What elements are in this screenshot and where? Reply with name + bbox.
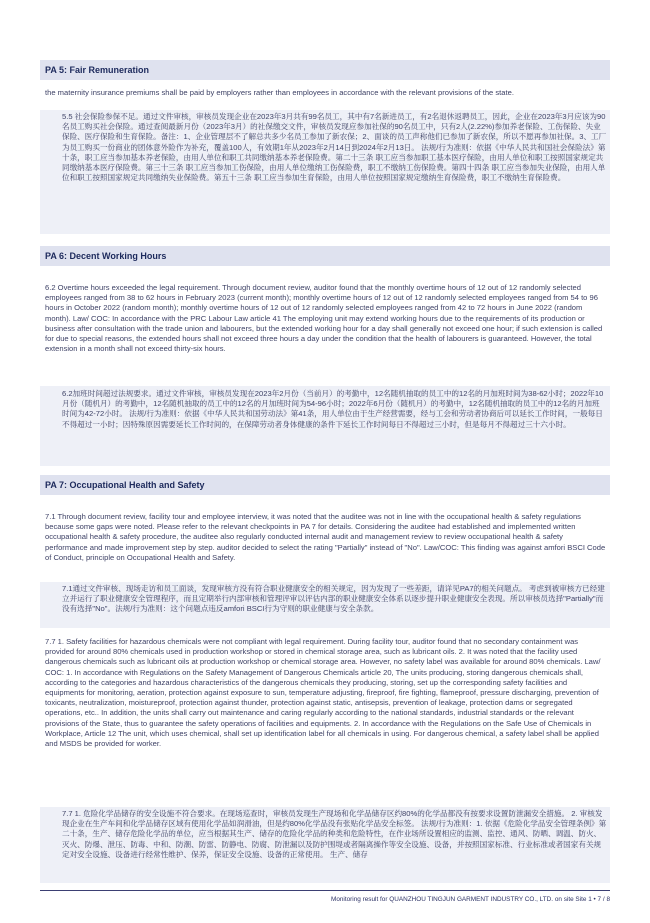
pa6-english-text: 6.2 Overtime hours exceeded the legal requirement. Through document review, auditor found that the monthly overtime hours of 12 out of 12 randomly selected employees ranged from 38 to 62 hours in February 2023 (current month); monthly overtime hours of 12 out of 12 randomly selected employees ranged from 54 to 96 hours in October 2022 (random month); monthly overtime hours of 12 out of 12 randomly selected employees ranged from 42 to 72 hours in June 2022 (random month). Law/ COC: In accordance with the PRC Labour Law article 41 The employing unit may extend working hours due to the requirements of its production or business after consultation with the trade union and labourers, but the extended working hour for a day shall generally not exceed one hour; if such extension is called for due to special reasons, the extended hours shall not exceed three hours a day under the condition that the health of labourers is guaranteed. However, the total extension in a month shall not exceed thirty-six hours. [45,283,603,354]
pa7-english-text-2: 7.7 1. Safety facilities for hazardous chemicals were not compliant with legal requirement. During facility tour, auditor found that no secondary containment was provided for around 80% chemicals used in production workshop or stored in chemical storage area, such as lubricant oils. 2. It was noted that the facility used dangerous chemicals such as lubricant oils at production workshop or chemical storage area. However, no safety label was available for around 80% chemicals. Law/ COC: 1. In accordance with Regulations on the Safety Management of Dangerous Chemicals article 20, The units producing, storing dangerous chemicals shall, according to the categories and hazardous characteristics of the dangerous chemicals they producing, storing, set up the corresponding safety facilities and equipments for monitoring, aeration, protection against exposure to sun, temperature adjusting, fireproof, fire fighting, flameproof, pressure discharging, prevention of toxicants, neutralization, moistureproof, protection against thunder, protection against static, antisepsis, prevention of leakage, protection dams or segregated operations, etc.. In addition, the units shall carry out maintenance and caring regularly according to the national standards, industrial standards or the relevant provisions of the State, thus to guarantee the safety operations of facilities and equipments. 2. In accordance with the Regulations on the Safe Use of Chemicals in Workplace, Article 12 The unit, which uses chemical, shall set up identification label for all chemicals in using. For dangerous chemical, a safety label shall be applied and MSDS be provided for worker. [45,637,601,749]
section-header-pa7: PA 7: Occupational Health and Safety [40,475,610,495]
pa7-chinese-text-1: 7.1通过文件审核、现场走访和员工面谈，发现审核方没有符合职业健康安全的相关规定，因为发现了一些差距，请详见PA7的相关问题点。 考虑到被审核方已经建立并运行了职业健康安全管理程序，而且定期举行内部审核和管理评审以评估内部的职业健康安全体系以逐步提升职业健康安全表现。所以审核员选择"Partially"而没有选择"No"。法规/行为准则：这个问题点违反amfori BSCI行为守则的职业健康与安全条款。 [62,584,605,614]
pa7-english-text-1: 7.1 Through document review, facility tour and employee interview, it was noted that the auditee was not in line with the occupational health & safety regulations because some gaps were noted. Please refer to the relevant checkpoints in PA 7 for details. Considering the auditee had established and implemented written occupational health & safety procedure, the auditee also regularly conducted internal audit and management review to review occupational health & safety performance and made improvement step by step. auditor decided to select the rating "Partially" instead of "No". Law/COC: This finding was against amfori BSCI Code of Conduct, principle on Occupational Health and Safety. [45,512,606,562]
page-footer: Monitoring result for QUANZHOU TINGJUN GARMENT INDUSTRY CO., LTD. on site Site 1 • 7 / 8 [331,896,610,903]
pa5-english-tail: the maternity insurance premiums shall be paid by employers rather than employees in accordance with the relevant provisions of the state. [45,88,514,97]
section-header-pa5: PA 5: Fair Remuneration [40,60,610,80]
pa6-chinese-text: 6.2加班时间超过法规要求。通过文件审核，审核员发现在2023年2月份（当前月）的考勤中，12名随机抽取的员工中的12名的月加班时间为38-62小时；2022年10月份（随机月）的考勤中，12名随机抽取的员工中的12名的月加班时间为54-96小时；2022年6月份（随机月）的考勤中，12名随机抽取的员工中的12名的月加班时间为42-72小时。 法规/行为准则：依据《中华人民共和国劳动法》第41条，用人单位由于生产经营需要，经与工会和劳动者协商后可以延长工作时间，一般每日不得超过一小时；因特殊原因需要延长工作时间的，在保障劳动者身体健康的条件下延长工作时间每日不得超过三小时，但是每月不得超过三十六小时。 [62,389,604,429]
pa7-chinese-text-2: 7.7 1. 危险化学品储存的安全设施不符合要求。在现场巡查时，审核员发现生产现场和化学品储存区约80%的化学品都没有按要求设置防泄漏安全措施。 2. 审核发现企业在生产车间和化学品储存区域有使用化学品如润滑油，但是约80%化学品没有张贴化学品安全标签。 法规/行为准则：1. 依据《危险化学品安全管理条例》第二十条，生产、储存危险化学品的单位，应当根据其生产、储存的危险化学品的种类和危险特性，在作业场所设置相应的监测、监控、通风、防晒、调温、防火、灭火、防爆、泄压、防毒、中和、防潮、防雷、防静电、防腐、防泄漏以及防护围堤或者隔离操作等安全设施、设备，并按照国家标准、行业标准或者国家有关规定对安全设施、设备进行经常性维护、保养，保证安全设施、设备的正常使用。 生产、储存 [62,809,607,859]
pa5-chinese-text: 5.5 社会保险参保不足。通过文件审核，审核员发现企业在2023年3月共有99名员工，其中有7名新进员工，有2名退休返聘员工，因此，企业在2023年3月应该为90名员工购买社会保险。通过查阅最新月份（2023年3月）的社保缴交文件，审核员发现应参加社保的90名员工中，只有2人(2.22%)参加养老保险、工伤保险、失业保险、医疗保险和生育保险。备注：1、企业管理层不了解总共多少名员工参加了新农保；2、面谈的员工声称他们已参加了新农保，所以不愿再参加社保。3、工厂为员工购买一份商业的团体意外险作为补充，覆盖100人，有效期1年从2023年2月14日到2024年2月13日。 法规/行为准则：依据《中华人民共和国社会保险法》第十条，职工应当参加基本养老保险，由用人单位和职工共同缴纳基本养老保险费。第二十三条 职工应当参加职工基本医疗保险，由用人单位和职工按照国家规定共同缴纳基本医疗保险费。第三十三条 职工应当参加工伤保险，由用人单位缴纳工伤保险费，职工不缴纳工伤保险费。第四十四条 职工应当参加失业保险，由用人单位和职工按照国家规定共同缴纳失业保险费。第五十三条 职工应当参加生育保险，由用人单位按照国家规定缴纳生育保险费，职工不缴纳生育保险费。 [62,112,607,183]
section-header-pa6: PA 6: Decent Working Hours [40,246,610,266]
footer-divider [40,890,610,891]
